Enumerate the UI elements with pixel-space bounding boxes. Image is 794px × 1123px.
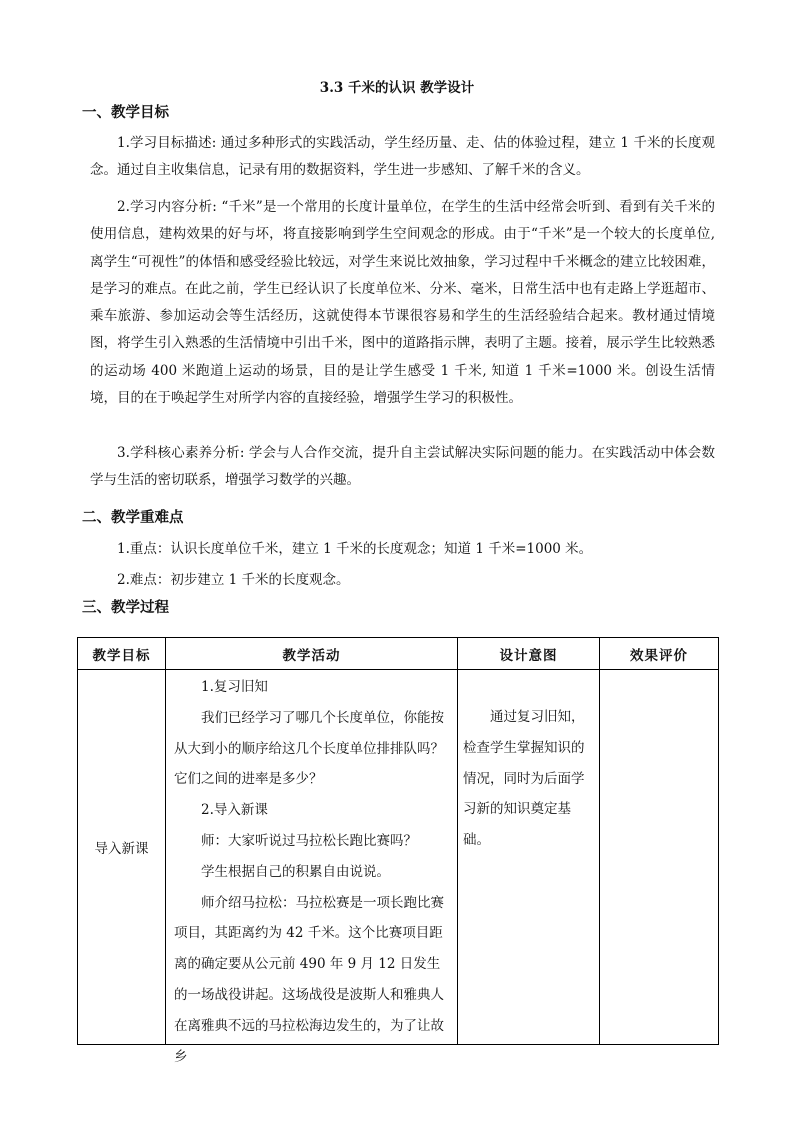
section-heading-goals: 一、教学目标	[82, 104, 169, 121]
header-effect-evaluation: 效果评价	[600, 638, 719, 670]
goals-paragraph-2: 2.学习内容分析: “千米”是一个常用的长度计量单位，在学生的生活中经常会听到、看到有关千米的使用信息，建构效果的好与坏，将直接影响到学生空间观念的形成。由于“千米”是一个较大的长度单位,离学生“可视性”的体悟和感受经验比较远，对学生来说比效抽象，学习过程中千米概念的建立比较困难，是学习的难点。在此之前，学生已经认识了长度单位米、分米、毫米，日常生活中也有走路上学逛超市、乘车旅游、参加运动会等生活经历，这就使得本节课很容易和学生的生活经验结合起来。教材通过情境图，将学生引入熟悉的生活情境中引出千米，图中的道路指示牌，表明了主题。接着，展示学生比较熟悉的运动场 400 米跑道上运动的场景，目的是让学生感受 1 千米, 知道 1 千米=1000 米。创设生活情境，目的在于唤起学生对所学内容的直接经验，增强学生学习的积极性。	[90, 199, 715, 407]
activity-line: 我们已经学习了哪几个长度单位，你能按从大到小的顺序给这几个长度单位排排队吗？它们之间的进率是多少？	[174, 709, 444, 788]
activity-line: 师：大家听说过马拉松长跑比赛吗？	[201, 832, 417, 849]
teaching-process-table	[77, 637, 719, 1065]
header-teaching-goal: 教学目标	[78, 638, 166, 670]
activity-line: 1.复习旧知	[201, 679, 268, 695]
cell-activities	[166, 670, 458, 1065]
activity-line: 学生根据自己的积累自由说说。	[201, 863, 390, 880]
key-point-paragraph: 1.重点：认识长度单位千米，建立 1 千米的长度观念；知道 1 千米=1000 米。	[117, 541, 593, 557]
goals-paragraph-1: 1.学习目标描述: 通过多种形式的实践活动，学生经历量、走、估的体验过程，建立 1 千米的长度观念。通过自主收集信息，记录有用的数据资料，学生进一步感知、了解千米的含义。	[90, 135, 715, 179]
cell-design-intent	[458, 670, 600, 1045]
header-design-intent: 设计意图	[458, 638, 600, 670]
goals-paragraph-3: 3.学科核心素养分析: 学会与人合作交流，提升自主尝试解决实际问题的能力。在实践活动中体会数学与生活的密切联系，增强学习数学的兴趣。	[90, 445, 715, 489]
section-heading-key-points: 二、教学重难点	[82, 509, 184, 526]
difficult-point-paragraph: 2.难点：初步建立 1 千米的长度观念。	[117, 572, 350, 588]
design-intent-text: 通过复习旧知，检查学生掌握知识的情况，同时为后面学习新的知识奠定基础。	[463, 709, 585, 849]
activity-line: 师介绍马拉松：马拉松赛是一项长跑比赛项目，其距离约为 42 千米。这个比赛项目距离的确定要从公元前 490 年 9 月 12 日发生的一场战役讲起。这场战役是波斯人和雅典人在离雅典不远的马拉松海边发生的，为了让故乡	[174, 894, 444, 1065]
section-heading-process: 三、教学过程	[82, 599, 169, 616]
table-header-row	[78, 638, 719, 670]
cell-goal: 导入新课	[78, 670, 166, 1045]
header-teaching-activity: 教学活动	[166, 638, 458, 670]
activity-line: 2.导入新课	[201, 802, 268, 819]
document-title: 3.3 千米的认识 教学设计	[319, 80, 475, 96]
table-row	[78, 670, 719, 1045]
cell-evaluation	[600, 670, 719, 1045]
